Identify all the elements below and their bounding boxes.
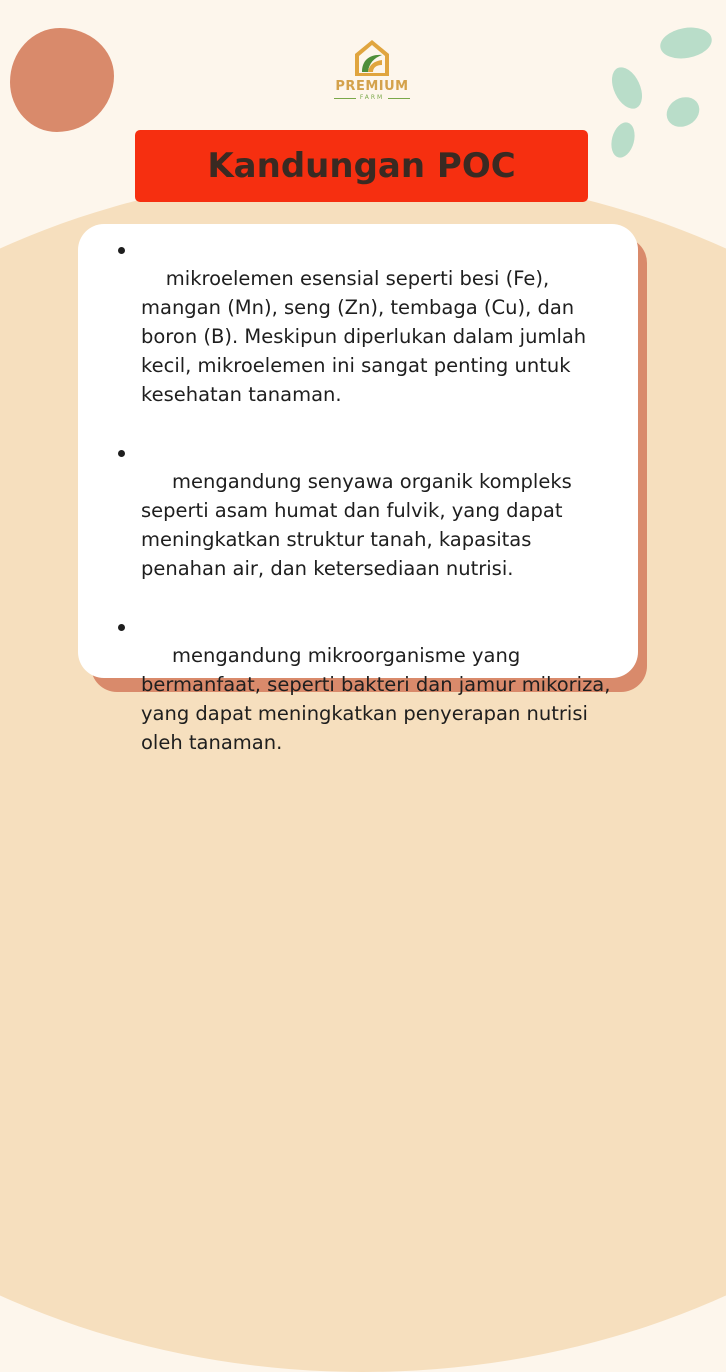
list-item <box>113 235 613 438</box>
bullet-icon <box>118 450 125 457</box>
brand-name: PREMIUM <box>335 79 409 94</box>
brand-logo <box>322 38 422 102</box>
decorative-leaf <box>658 24 714 63</box>
list-item <box>113 438 613 612</box>
decorative-leaf <box>608 120 639 160</box>
bullet-icon <box>118 624 125 631</box>
list-item <box>113 612 617 786</box>
list-item-text: mengandung mikroorganisme yang bermanfaat, seperti bakteri dan jamur mikoriza, yang dapat meningkatkan penyerapan nutrisi oleh tanaman. <box>141 644 617 754</box>
list-item-text: mikroelemen esensial seperti besi (Fe), mangan (Mn), seng (Zn), tembaga (Cu), dan boron (B). Meskipun diperlukan dalam jumlah kecil, mikroelemen ini sangat penting untuk kesehatan tanaman. <box>141 267 593 406</box>
divider <box>388 98 410 99</box>
house-leaf-icon <box>352 38 392 78</box>
decorative-leaf <box>661 91 704 132</box>
list-item-text: mengandung senyawa organik kompleks seperti asam humat dan fulvik, yang dapat meningkatkan struktur tanah, kapasitas penahan air, dan ketersediaan nutrisi. <box>141 470 578 580</box>
title-banner <box>135 130 588 202</box>
divider <box>334 98 356 99</box>
bullet-icon <box>118 247 125 254</box>
bullet-list <box>113 235 617 786</box>
decorative-leaf <box>606 63 648 114</box>
decorative-blob <box>10 28 114 132</box>
page-title: Kandungan POC <box>207 146 516 186</box>
brand-subtitle <box>322 94 422 102</box>
brand-sub-label: FARM <box>359 94 385 101</box>
